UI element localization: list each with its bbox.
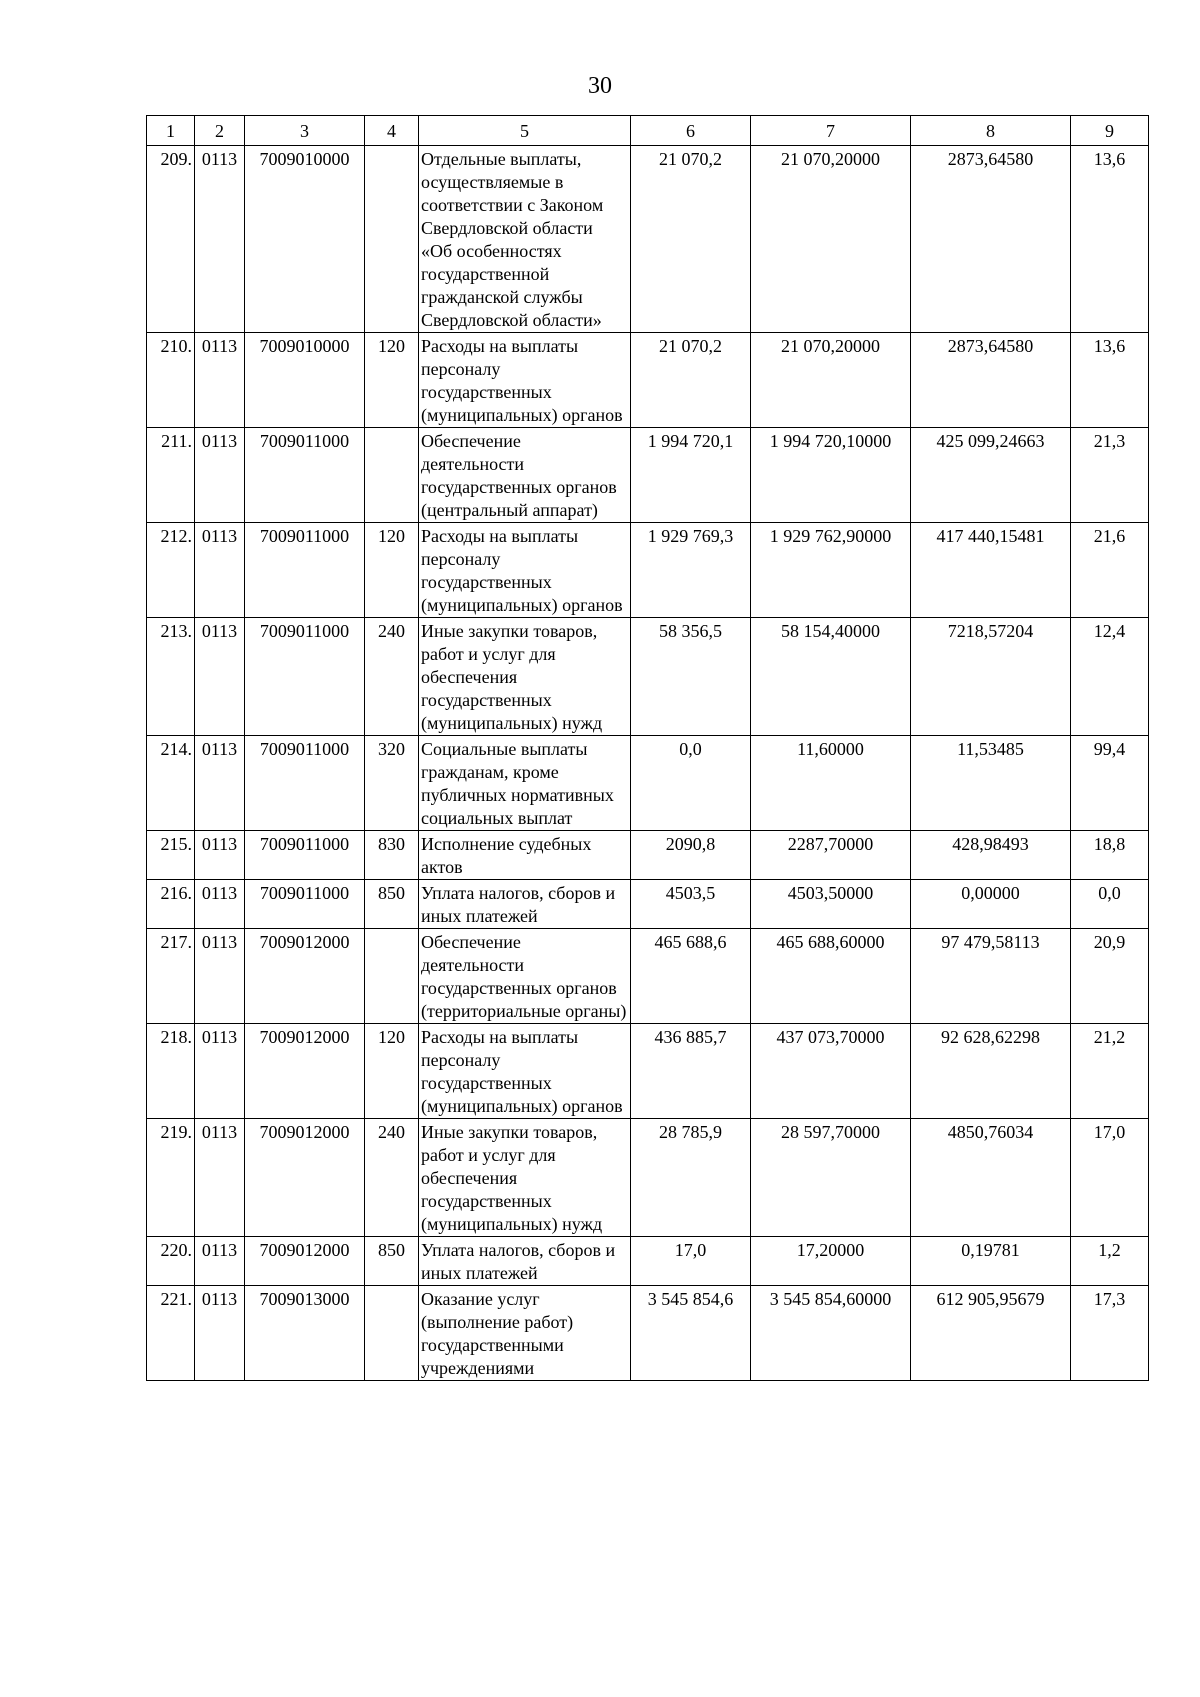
plan-amount-cell: 3 545 854,6 — [631, 1286, 751, 1381]
expense-type-cell — [365, 929, 419, 1024]
table-row — [147, 1024, 1149, 1119]
expense-type-cell: 240 — [365, 618, 419, 736]
row-number-cell: 219. — [147, 1119, 195, 1237]
percent-cell: 1,2 — [1071, 1237, 1149, 1286]
revised-amount-cell: 1 929 762,90000 — [751, 523, 911, 618]
executed-amount-cell: 428,98493 — [911, 831, 1071, 880]
description-cell: Иные закупки товаров, работ и услуг для обеспечения государственных (муниципальных) нужд — [419, 1119, 631, 1237]
table-row — [147, 428, 1149, 523]
row-number-cell: 211. — [147, 428, 195, 523]
description-cell: Расходы на выплаты персоналу государственных (муниципальных) органов — [419, 1024, 631, 1119]
table-row — [147, 1286, 1149, 1381]
section-code-cell: 0113 — [195, 831, 245, 880]
target-article-cell: 7009012000 — [245, 1237, 365, 1286]
revised-amount-cell: 11,60000 — [751, 736, 911, 831]
expense-type-cell: 120 — [365, 523, 419, 618]
target-article-cell: 7009011000 — [245, 618, 365, 736]
expense-type-cell: 240 — [365, 1119, 419, 1237]
row-number-cell: 214. — [147, 736, 195, 831]
description-cell: Обеспечение деятельности государственных органов (центральный аппарат) — [419, 428, 631, 523]
plan-amount-cell: 21 070,2 — [631, 333, 751, 428]
description-cell: Исполнение судебных актов — [419, 831, 631, 880]
description-cell: Расходы на выплаты персоналу государственных (муниципальных) органов — [419, 523, 631, 618]
expense-type-cell: 830 — [365, 831, 419, 880]
executed-amount-cell: 92 628,62298 — [911, 1024, 1071, 1119]
revised-amount-cell: 17,20000 — [751, 1237, 911, 1286]
section-code-cell: 0113 — [195, 929, 245, 1024]
expense-type-cell — [365, 1286, 419, 1381]
section-code-cell: 0113 — [195, 880, 245, 929]
revised-amount-cell: 28 597,70000 — [751, 1119, 911, 1237]
executed-amount-cell: 417 440,15481 — [911, 523, 1071, 618]
target-article-cell: 7009011000 — [245, 428, 365, 523]
description-cell: Уплата налогов, сборов и иных платежей — [419, 880, 631, 929]
executed-amount-cell: 11,53485 — [911, 736, 1071, 831]
target-article-cell: 7009010000 — [245, 146, 365, 333]
column-header: 8 — [911, 116, 1071, 146]
executed-amount-cell: 97 479,58113 — [911, 929, 1071, 1024]
plan-amount-cell: 17,0 — [631, 1237, 751, 1286]
expense-type-cell: 120 — [365, 1024, 419, 1119]
section-code-cell: 0113 — [195, 1237, 245, 1286]
table-row — [147, 1119, 1149, 1237]
plan-amount-cell: 58 356,5 — [631, 618, 751, 736]
plan-amount-cell: 465 688,6 — [631, 929, 751, 1024]
column-header: 4 — [365, 116, 419, 146]
target-article-cell: 7009012000 — [245, 1024, 365, 1119]
executed-amount-cell: 4850,76034 — [911, 1119, 1071, 1237]
section-code-cell: 0113 — [195, 1286, 245, 1381]
percent-cell: 21,2 — [1071, 1024, 1149, 1119]
percent-cell: 21,6 — [1071, 523, 1149, 618]
row-number-cell: 210. — [147, 333, 195, 428]
column-header: 2 — [195, 116, 245, 146]
plan-amount-cell: 28 785,9 — [631, 1119, 751, 1237]
revised-amount-cell: 465 688,60000 — [751, 929, 911, 1024]
target-article-cell: 7009011000 — [245, 523, 365, 618]
table-row — [147, 1237, 1149, 1286]
budget-table — [146, 115, 1149, 1381]
table-row — [147, 333, 1149, 428]
executed-amount-cell: 2873,64580 — [911, 146, 1071, 333]
expense-type-cell: 320 — [365, 736, 419, 831]
percent-cell: 13,6 — [1071, 146, 1149, 333]
table-row — [147, 523, 1149, 618]
target-article-cell: 7009013000 — [245, 1286, 365, 1381]
section-code-cell: 0113 — [195, 523, 245, 618]
expense-type-cell: 850 — [365, 1237, 419, 1286]
section-code-cell: 0113 — [195, 618, 245, 736]
expense-type-cell: 850 — [365, 880, 419, 929]
percent-cell: 21,3 — [1071, 428, 1149, 523]
plan-amount-cell: 21 070,2 — [631, 146, 751, 333]
percent-cell: 13,6 — [1071, 333, 1149, 428]
table-row — [147, 929, 1149, 1024]
expense-type-cell — [365, 428, 419, 523]
section-code-cell: 0113 — [195, 428, 245, 523]
executed-amount-cell: 0,19781 — [911, 1237, 1071, 1286]
table-row — [147, 618, 1149, 736]
section-code-cell: 0113 — [195, 736, 245, 831]
page-number: 30 — [588, 73, 612, 99]
table-body — [147, 116, 1149, 1381]
target-article-cell: 7009010000 — [245, 333, 365, 428]
table-row — [147, 146, 1149, 333]
row-number-cell: 218. — [147, 1024, 195, 1119]
table-row — [147, 880, 1149, 929]
description-cell: Иные закупки товаров, работ и услуг для обеспечения государственных (муниципальных) нужд — [419, 618, 631, 736]
column-header: 5 — [419, 116, 631, 146]
revised-amount-cell: 2287,70000 — [751, 831, 911, 880]
executed-amount-cell: 7218,57204 — [911, 618, 1071, 736]
row-number-cell: 215. — [147, 831, 195, 880]
percent-cell: 0,0 — [1071, 880, 1149, 929]
row-number-cell: 213. — [147, 618, 195, 736]
row-number-cell: 216. — [147, 880, 195, 929]
target-article-cell: 7009011000 — [245, 831, 365, 880]
row-number-cell: 209. — [147, 146, 195, 333]
target-article-cell: 7009011000 — [245, 736, 365, 831]
executed-amount-cell: 612 905,95679 — [911, 1286, 1071, 1381]
plan-amount-cell: 1 994 720,1 — [631, 428, 751, 523]
description-cell: Оказание услуг (выполнение работ) государственными учреждениями — [419, 1286, 631, 1381]
row-number-cell: 221. — [147, 1286, 195, 1381]
section-code-cell: 0113 — [195, 1024, 245, 1119]
expense-type-cell: 120 — [365, 333, 419, 428]
percent-cell: 17,3 — [1071, 1286, 1149, 1381]
row-number-cell: 217. — [147, 929, 195, 1024]
column-header: 3 — [245, 116, 365, 146]
plan-amount-cell: 2090,8 — [631, 831, 751, 880]
percent-cell: 12,4 — [1071, 618, 1149, 736]
row-number-cell: 212. — [147, 523, 195, 618]
target-article-cell: 7009012000 — [245, 929, 365, 1024]
description-cell: Отдельные выплаты, осуществляемые в соответствии с Законом Свердловской области «Об особенностях государственной гражданской службы Свердловской области» — [419, 146, 631, 333]
expense-type-cell — [365, 146, 419, 333]
table-row — [147, 831, 1149, 880]
executed-amount-cell: 0,00000 — [911, 880, 1071, 929]
revised-amount-cell: 3 545 854,60000 — [751, 1286, 911, 1381]
plan-amount-cell: 1 929 769,3 — [631, 523, 751, 618]
section-code-cell: 0113 — [195, 146, 245, 333]
column-header: 9 — [1071, 116, 1149, 146]
column-header: 1 — [147, 116, 195, 146]
percent-cell: 99,4 — [1071, 736, 1149, 831]
description-cell: Расходы на выплаты персоналу государственных (муниципальных) органов — [419, 333, 631, 428]
target-article-cell: 7009011000 — [245, 880, 365, 929]
percent-cell: 18,8 — [1071, 831, 1149, 880]
revised-amount-cell: 437 073,70000 — [751, 1024, 911, 1119]
description-cell: Обеспечение деятельности государственных органов (территориальные органы) — [419, 929, 631, 1024]
section-code-cell: 0113 — [195, 1119, 245, 1237]
row-number-cell: 220. — [147, 1237, 195, 1286]
revised-amount-cell: 1 994 720,10000 — [751, 428, 911, 523]
plan-amount-cell: 0,0 — [631, 736, 751, 831]
target-article-cell: 7009012000 — [245, 1119, 365, 1237]
executed-amount-cell: 425 099,24663 — [911, 428, 1071, 523]
column-header: 6 — [631, 116, 751, 146]
revised-amount-cell: 21 070,20000 — [751, 333, 911, 428]
section-code-cell: 0113 — [195, 333, 245, 428]
description-cell: Уплата налогов, сборов и иных платежей — [419, 1237, 631, 1286]
plan-amount-cell: 436 885,7 — [631, 1024, 751, 1119]
plan-amount-cell: 4503,5 — [631, 880, 751, 929]
revised-amount-cell: 58 154,40000 — [751, 618, 911, 736]
percent-cell: 20,9 — [1071, 929, 1149, 1024]
column-header: 7 — [751, 116, 911, 146]
table-row — [147, 736, 1149, 831]
percent-cell: 17,0 — [1071, 1119, 1149, 1237]
revised-amount-cell: 4503,50000 — [751, 880, 911, 929]
description-cell: Социальные выплаты гражданам, кроме публичных нормативных социальных выплат — [419, 736, 631, 831]
revised-amount-cell: 21 070,20000 — [751, 146, 911, 333]
executed-amount-cell: 2873,64580 — [911, 333, 1071, 428]
column-header-row — [147, 116, 1149, 146]
